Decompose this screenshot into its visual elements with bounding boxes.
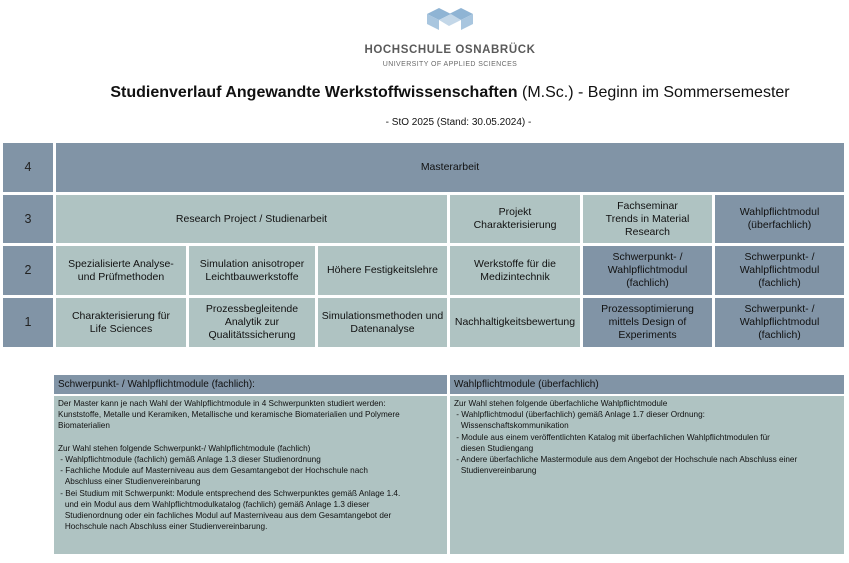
module-projekt-charakterisierung: Projekt Charakterisierung: [450, 195, 580, 243]
module-fachseminar: Fachseminar Trends in Material Research: [583, 195, 712, 243]
info-left-body: Der Master kann je nach Wahl der Wahlpflichtmodule in 4 Schwerpunkten studiert werden: Kunststoffe, Metalle und Keramiken, Metallische und keramische Biomaterialien und Polymere Biomaterialien Zur Wahl stehen folgende Schwerpunkt-/ Wahlpflichtmodule (fachlich) - Wahlpflichtmodule (fachlich) gemäß Anlage 1.3 dieser Studienordnung - Fachliche Module auf Masterniveau aus dem Gesamtangebot der Hochschule nach Abschluss einer Studienvereinbarung - Bei Studium mit Schwerpunkt: Module entsprechend des Schwerpunktes gemäß Anlage 1.4. und ein Modul aus dem Wahlpflichtmodulkatalog (fachlich) gemäß Anlage 1.3 dieser Studienordnung oder ein fachliches Modul auf Masterniveau aus dem Gesamtangebot der Hochschule nach Abschluss einer Studienvereinbarung.: [54, 396, 447, 554]
module-simulation-leichtbau: Simulation anisotroper Leichtbauwerkstoffe: [189, 246, 315, 295]
title-main: Studienverlauf Angewandte Werkstoffwissenschaften: [110, 84, 518, 101]
module-schwerpunkt-1: Schwerpunkt- / Wahlpflichtmodul (fachlich): [715, 298, 844, 347]
info-right-heading: Wahlpflichtmodule (überfachlich): [450, 375, 844, 394]
module-charakterisierung-life-sciences: Charakterisierung für Life Sciences: [56, 298, 186, 347]
logo-cubes-icon: [425, 4, 475, 34]
info-right-body: Zur Wahl stehen folgende überfachliche Wahlpflichtmodule - Wahlpflichtmodul (überfachlich) gemäß Anlage 1.7 dieser Ordnung: Wissenschaftskommunikation - Module aus einem veröffentlichten Katalog mit überfachlichen Wahlpflichtmodulen für diesen Studiengang - Andere überfachliche Mastermodule aus dem Angebot der Hochschule nach Abschluss einer Studienvereinbarung: [450, 396, 844, 554]
title-suffix: (M.Sc.) - Beginn im Sommersemester: [517, 84, 790, 101]
module-nachhaltigkeitsbewertung: Nachhaltigkeitsbewertung: [450, 298, 580, 347]
semester-number-2: 2: [3, 246, 53, 295]
module-simulationsmethoden: Simulationsmethoden und Datenanalyse: [318, 298, 447, 347]
page-subtitle: - StO 2025 (Stand: 30.05.2024) -: [385, 117, 532, 128]
module-prozessbegleitende-analytik: Prozessbegleitende Analytik zur Qualitätssicherung: [189, 298, 315, 347]
semester-number-1: 1: [3, 298, 53, 347]
module-masterarbeit: Masterarbeit: [56, 143, 844, 192]
module-research-project: Research Project / Studienarbeit: [56, 195, 447, 243]
semester-number-4: 4: [3, 143, 53, 192]
module-analyse-pruefmethoden: Spezialisierte Analyse- und Prüfmethoden: [56, 246, 186, 295]
info-left-heading: Schwerpunkt- / Wahlpflichtmodule (fachlich):: [54, 375, 447, 394]
module-schwerpunkt-2a: Schwerpunkt- / Wahlpflichtmodul (fachlich): [583, 246, 712, 295]
logo-name: HOCHSCHULE OSNABRÜCK: [364, 44, 536, 56]
module-festigkeitslehre: Höhere Festigkeitslehre: [318, 246, 447, 295]
semester-number-3: 3: [3, 195, 53, 243]
university-logo: [350, 4, 550, 70]
logo-subtitle: UNIVERSITY OF APPLIED SCIENCES: [382, 61, 518, 68]
module-schwerpunkt-2b: Schwerpunkt- / Wahlpflichtmodul (fachlich): [715, 246, 844, 295]
module-prozessoptimierung: Prozessoptimierung mittels Design of Experiments: [583, 298, 712, 347]
module-wahlpflicht-ueberfachlich: Wahlpflichtmodul (überfachlich): [715, 195, 844, 243]
module-werkstoffe-medizintechnik: Werkstoffe für die Medizintechnik: [450, 246, 580, 295]
page-title: [0, 84, 849, 102]
